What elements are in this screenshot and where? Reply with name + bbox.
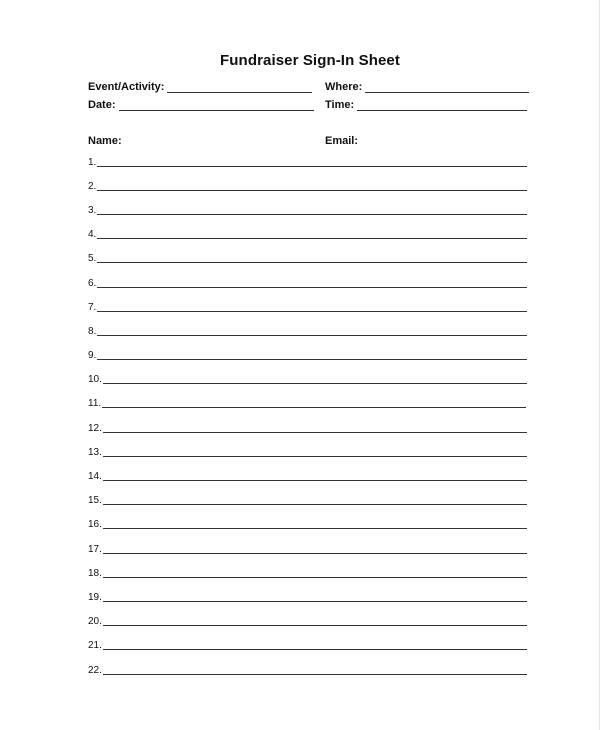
- row-number: 12.: [88, 422, 102, 434]
- signin-row: [88, 561, 528, 585]
- signin-entry-line[interactable]: [97, 230, 527, 239]
- email-column-header: Email:: [325, 135, 359, 147]
- signin-row: [88, 150, 528, 174]
- signin-entry-line[interactable]: [103, 424, 527, 433]
- signin-entry-line[interactable]: [103, 375, 527, 384]
- signin-entry-line[interactable]: [97, 254, 527, 263]
- signin-entry-line[interactable]: [103, 593, 527, 602]
- event-activity-field: [88, 81, 312, 93]
- signin-row: [88, 464, 528, 488]
- page-title: Fundraiser Sign-In Sheet: [220, 52, 400, 69]
- row-number: 14.: [88, 471, 102, 483]
- where-blank[interactable]: [365, 82, 529, 93]
- row-number: 9.: [88, 350, 97, 362]
- row-number: 21.: [88, 640, 102, 652]
- row-number: 1.: [88, 156, 97, 168]
- event-activity-label: Event/Activity:: [88, 81, 165, 93]
- signin-entry-line[interactable]: [97, 206, 527, 215]
- signin-row: [88, 223, 528, 247]
- signin-entry-line[interactable]: [103, 448, 527, 457]
- row-number: 16.: [88, 519, 102, 531]
- row-number: 3.: [88, 204, 97, 216]
- signin-entry-line[interactable]: [97, 158, 527, 167]
- row-number: 4.: [88, 229, 97, 241]
- date-field: [88, 99, 314, 111]
- time-blank[interactable]: [357, 100, 527, 111]
- signin-entry-line[interactable]: [97, 279, 527, 288]
- signin-row: [88, 344, 528, 368]
- signin-row: [88, 174, 528, 198]
- signin-entry-line[interactable]: [103, 496, 527, 505]
- row-number: 2.: [88, 180, 97, 192]
- row-number: 13.: [88, 446, 102, 458]
- date-blank[interactable]: [119, 100, 314, 111]
- signin-row: [88, 392, 528, 416]
- row-number: 22.: [88, 664, 102, 676]
- where-label: Where:: [325, 81, 363, 93]
- time-field: [325, 99, 527, 111]
- signin-row: [88, 440, 528, 464]
- signin-entry-line[interactable]: [102, 399, 526, 408]
- event-activity-blank[interactable]: [167, 82, 312, 93]
- row-number: 6.: [88, 277, 97, 289]
- signin-row: [88, 319, 528, 343]
- row-number: 15.: [88, 495, 102, 507]
- row-number: 7.: [88, 301, 97, 313]
- signin-entry-line[interactable]: [103, 617, 527, 626]
- signin-entry-line[interactable]: [97, 182, 527, 191]
- date-label: Date:: [88, 99, 116, 111]
- row-number: 20.: [88, 616, 102, 628]
- signin-row: [88, 489, 528, 513]
- row-number: 11.: [88, 398, 102, 410]
- signin-row: [88, 658, 528, 682]
- signin-row: [88, 247, 528, 271]
- signin-entry-line[interactable]: [103, 520, 527, 529]
- signin-row: [88, 513, 528, 537]
- row-number: 10.: [88, 374, 102, 386]
- signin-row: [88, 634, 528, 658]
- signin-row: [88, 368, 528, 392]
- row-number: 8.: [88, 325, 97, 337]
- signin-row: [88, 295, 528, 319]
- signin-row: [88, 537, 528, 561]
- row-number: 17.: [88, 543, 102, 555]
- signin-entry-line[interactable]: [103, 569, 527, 578]
- signin-row: [88, 198, 528, 222]
- signin-entry-line[interactable]: [103, 641, 527, 650]
- sign-in-rows: [88, 150, 528, 682]
- signin-entry-line[interactable]: [97, 303, 527, 312]
- time-label: Time:: [325, 99, 355, 111]
- row-number: 5.: [88, 253, 97, 265]
- signin-entry-line[interactable]: [103, 472, 527, 481]
- row-number: 18.: [88, 567, 102, 579]
- signin-entry-line[interactable]: [97, 327, 527, 336]
- signin-entry-line[interactable]: [97, 351, 527, 360]
- signin-entry-line[interactable]: [103, 545, 527, 554]
- signin-entry-line[interactable]: [103, 666, 527, 675]
- signin-row: [88, 271, 528, 295]
- name-column-header: Name:: [88, 135, 122, 147]
- where-field: [325, 81, 529, 93]
- signin-row: [88, 585, 528, 609]
- signin-row: [88, 610, 528, 634]
- signin-row: [88, 416, 528, 440]
- row-number: 19.: [88, 591, 102, 603]
